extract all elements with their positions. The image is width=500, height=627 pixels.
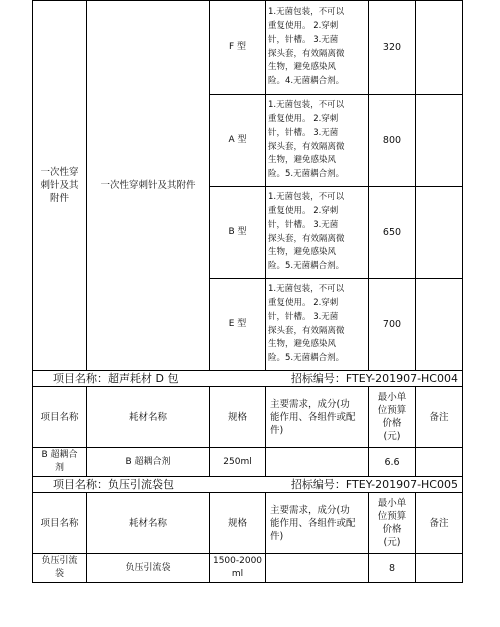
section-title: 项目名称：负压引流袋包 <box>33 477 266 493</box>
spec-cell: A 型 <box>210 95 266 187</box>
header-item-name: 项目名称 <box>33 493 87 554</box>
header-spec: 规格 <box>210 493 266 554</box>
material-name-cell: 一次性穿刺针及其附件 <box>87 1 210 371</box>
header-min-price: 最小单 位预算 价格 (元) <box>369 493 416 554</box>
description-cell <box>266 554 369 583</box>
remark-cell <box>416 95 463 187</box>
material-name-cell: B 超耦合剂 <box>87 448 210 477</box>
header-item-name: 项目名称 <box>33 387 87 448</box>
procurement-table <box>32 0 463 583</box>
section-title: 项目名称：超声耗材 D 包 <box>33 371 266 387</box>
header-main-requirements: 主要需求，成分(功 能作用、各组件或配 件) <box>266 493 369 554</box>
item-name-cell: 负压引流 袋 <box>33 554 87 583</box>
header-remark: 备注 <box>416 493 463 554</box>
table-row <box>33 554 463 583</box>
header-min-price: 最小单 位预算 价格 (元) <box>369 387 416 448</box>
remark-cell <box>416 1 463 95</box>
price-cell: 8 <box>369 554 416 583</box>
material-name-cell: 负压引流袋 <box>87 554 210 583</box>
description-cell: 1.无菌包装，不可以 重复使用。 2.穿刺 针，针槽。 3.无菌 探头套，有效隔离微 生物，避免感染风 险。5.无菌耦合剂。 <box>266 279 369 371</box>
remark-cell <box>416 554 463 583</box>
price-cell: 700 <box>369 279 416 371</box>
header-row <box>33 387 463 448</box>
tender-code: 招标编号：FTEY-201907-HC004 <box>266 371 463 387</box>
spec-cell: F 型 <box>210 1 266 95</box>
price-cell: 800 <box>369 95 416 187</box>
item-name-cell: 一次性穿 刺针及其 附件 <box>33 1 87 371</box>
header-spec: 规格 <box>210 387 266 448</box>
table-row <box>33 448 463 477</box>
item-name-cell: B 超耦合 剂 <box>33 448 87 477</box>
header-material-name: 耗材名称 <box>87 387 210 448</box>
spec-cell: B 型 <box>210 187 266 279</box>
description-cell: 1.无菌包装，不可以 重复使用。 2.穿刺 针，针槽。 3.无菌 探头套，有效隔离微 生物，避免感染风 险。4.无菌耦合剂。 <box>266 1 369 95</box>
section-title-row <box>33 477 463 493</box>
spec-cell: E 型 <box>210 279 266 371</box>
header-remark: 备注 <box>416 387 463 448</box>
description-cell <box>266 448 369 477</box>
table-row <box>33 1 463 95</box>
spec-cell: 1500-2000 ml <box>210 554 266 583</box>
header-row <box>33 493 463 554</box>
spec-cell: 250ml <box>210 448 266 477</box>
header-main-requirements: 主要需求，成分(功 能作用、各组件或配 件) <box>266 387 369 448</box>
description-cell: 1.无菌包装，不可以 重复使用。 2.穿刺 针，针槽。 3.无菌 探头套，有效隔离微 生物，避免感染风 险。5.无菌耦合剂。 <box>266 95 369 187</box>
description-cell: 1.无菌包装，不可以 重复使用。 2.穿刺 针，针槽。 3.无菌 探头套，有效隔离微 生物，避免感染风 险。5.无菌耦合剂。 <box>266 187 369 279</box>
price-cell: 320 <box>369 1 416 95</box>
price-cell: 650 <box>369 187 416 279</box>
header-material-name: 耗材名称 <box>87 493 210 554</box>
price-cell: 6.6 <box>369 448 416 477</box>
tender-code: 招标编号：FTEY-201907-HC005 <box>266 477 463 493</box>
remark-cell <box>416 187 463 279</box>
section-title-row <box>33 371 463 387</box>
remark-cell <box>416 279 463 371</box>
remark-cell <box>416 448 463 477</box>
document-page <box>32 0 462 583</box>
